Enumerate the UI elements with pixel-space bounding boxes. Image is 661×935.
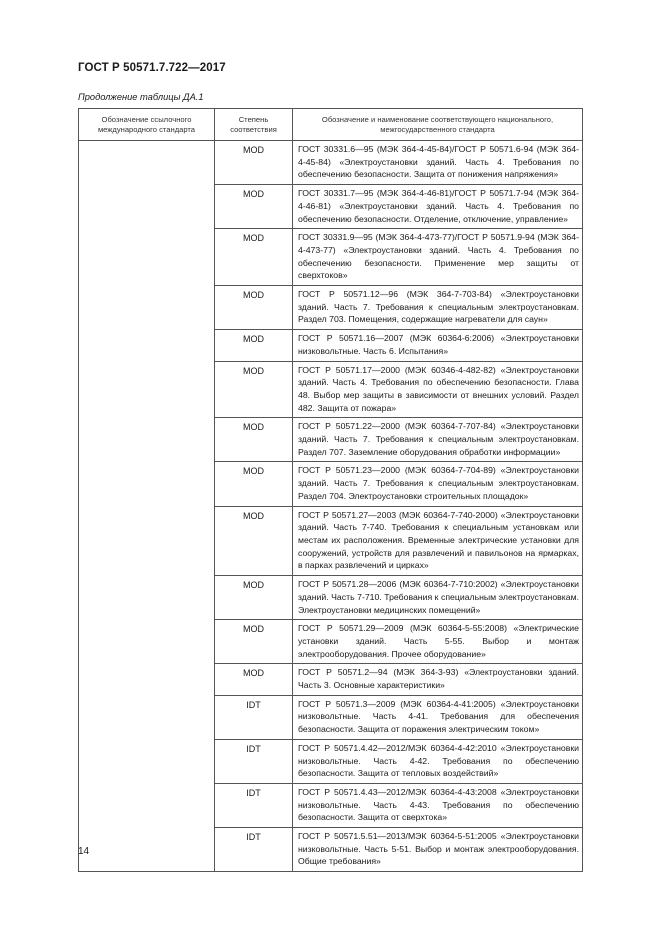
table-caption: Продолжение таблицы ДА.1	[78, 92, 204, 102]
national-standard-cell: ГОСТ Р 50571.27—2003 (МЭК 60364-7-740-2000) «Электроустановки зданий. Часть 7-740. Требования к специальным установкам или местам их расположения. Временные электрические установки для сооружений, устройств для развлечений и павильонов на ярмарках, в парках развлечений и цирках»	[293, 506, 583, 576]
degree-cell: MOD	[215, 229, 293, 286]
column-header-degree: Степень соответствия	[215, 109, 293, 141]
national-standard-cell: ГОСТ Р 50571.5.51—2013/МЭК 60364-5-51:2005 «Электроустановки низковольтные. Часть 5-51. Выбор и монтаж электрооборудования. Общие требования»	[293, 828, 583, 872]
degree-cell: MOD	[215, 462, 293, 506]
national-standard-cell: ГОСТ 30331.9—95 (МЭК 364-4-473-77)/ГОСТ Р 50571.9-94 (МЭК 364-4-473-77) «Электроустановки зданий. Часть 4. Требования по обеспечению безопасности. Применение мер защиты от сверхтоков»	[293, 229, 583, 286]
degree-cell: MOD	[215, 418, 293, 462]
document-header: ГОСТ Р 50571.7.722—2017	[78, 62, 226, 74]
table-header-row	[79, 109, 583, 141]
national-standard-cell: ГОСТ 30331.7—95 (МЭК 364-4-46-81)/ГОСТ Р 50571.7-94 (МЭК 364-4-46-81) «Электроустановки зданий. Часть 4. Требования по обеспечению безопасности. Отделение, отключение, управление»	[293, 185, 583, 229]
national-standard-cell: ГОСТ Р 50571.23—2000 (МЭК 60364-7-704-89) «Электроустановки зданий. Часть 7. Требования к специальным электроустановкам. Раздел 704. Электроустановки строительных площадок»	[293, 462, 583, 506]
degree-cell: IDT	[215, 828, 293, 872]
table-row	[79, 141, 583, 185]
degree-cell: MOD	[215, 286, 293, 330]
degree-cell: MOD	[215, 620, 293, 664]
national-standard-cell: ГОСТ Р 50571.17—2000 (МЭК 60346-4-482-82) «Электроустановки зданий. Часть 4. Требования по обеспечению безопасности. Глава 48. Выбор мер защиты в зависимости от внешних условий. Раздел 482. Защита от пожара»	[293, 361, 583, 418]
degree-cell: IDT	[215, 695, 293, 739]
reference-standard-cell	[79, 141, 215, 872]
national-standard-cell: ГОСТ Р 50571.16—2007 (МЭК 60364-6:2006) «Электроустановки низковольтные. Часть 6. Испытания»	[293, 330, 583, 361]
degree-cell: MOD	[215, 506, 293, 576]
column-header-reference-standard: Обозначение ссылочного международного стандарта	[79, 109, 215, 141]
national-standard-cell: ГОСТ Р 50571.28—2006 (МЭК 60364-7-710:2002) «Электроустановки зданий. Часть 7-710. Требования к специальным электроустановкам. Электроустановки медицинских помещений»	[293, 576, 583, 620]
degree-cell: MOD	[215, 141, 293, 185]
correspondence-table	[78, 108, 583, 872]
national-standard-cell: ГОСТ Р 50571.22—2000 (МЭК 60364-7-707-84) «Электроустановки зданий. Часть 7. Требования к специальным электроустановкам. Раздел 707. Заземление оборудования обработки информации»	[293, 418, 583, 462]
degree-cell: MOD	[215, 330, 293, 361]
page-number: 14	[78, 846, 90, 857]
degree-cell: IDT	[215, 783, 293, 827]
national-standard-cell: ГОСТ Р 50571.4.43—2012/МЭК 60364-4-43:2008 «Электроустановки низковольтные. Часть 4-43. Требования по обеспечению безопасности. Защита от сверхтока»	[293, 783, 583, 827]
national-standard-cell: ГОСТ Р 50571.12—96 (МЭК 364-7-703-84) «Электроустановки зданий. Часть 7. Требования к специальным электроустановкам. Раздел 703. Помещения, содержащие нагреватели для саун»	[293, 286, 583, 330]
degree-cell: MOD	[215, 185, 293, 229]
national-standard-cell: ГОСТ Р 50571.4.42—2012/МЭК 60364-4-42:2010 «Электроустановки низковольтные. Часть 4-42. Требования по обеспечению безопасности. Защита от тепловых воздействий»	[293, 739, 583, 783]
national-standard-cell: ГОСТ Р 50571.3—2009 (МЭК 60364-4-41:2005) «Электроустановки низковольтные. Часть 4-41. Требования для обеспечения безопасности. Защита от поражения электрическим током»	[293, 695, 583, 739]
national-standard-cell: ГОСТ Р 50571.2—94 (МЭК 364-3-93) «Электроустановки зданий. Часть 3. Основные характеристики»	[293, 664, 583, 695]
degree-cell: MOD	[215, 576, 293, 620]
degree-cell: MOD	[215, 664, 293, 695]
table-body	[79, 141, 583, 872]
column-header-national-standard: Обозначение и наименование соответствующего национального, межгосударственного стандарта	[293, 109, 583, 141]
national-standard-cell: ГОСТ 30331.6—95 (МЭК 364-4-45-84)/ГОСТ Р 50571.6-94 (МЭК 364-4-45-84) «Электроустановки зданий. Часть 4. Требования по обеспечению безопасности. Защита от понижения напряжения»	[293, 141, 583, 185]
degree-cell: IDT	[215, 739, 293, 783]
degree-cell: MOD	[215, 361, 293, 418]
national-standard-cell: ГОСТ Р 50571.29—2009 (МЭК 60364-5-55:2008) «Электрические установки зданий. Часть 5-55. Выбор и монтаж электрооборудования. Прочее оборудование»	[293, 620, 583, 664]
